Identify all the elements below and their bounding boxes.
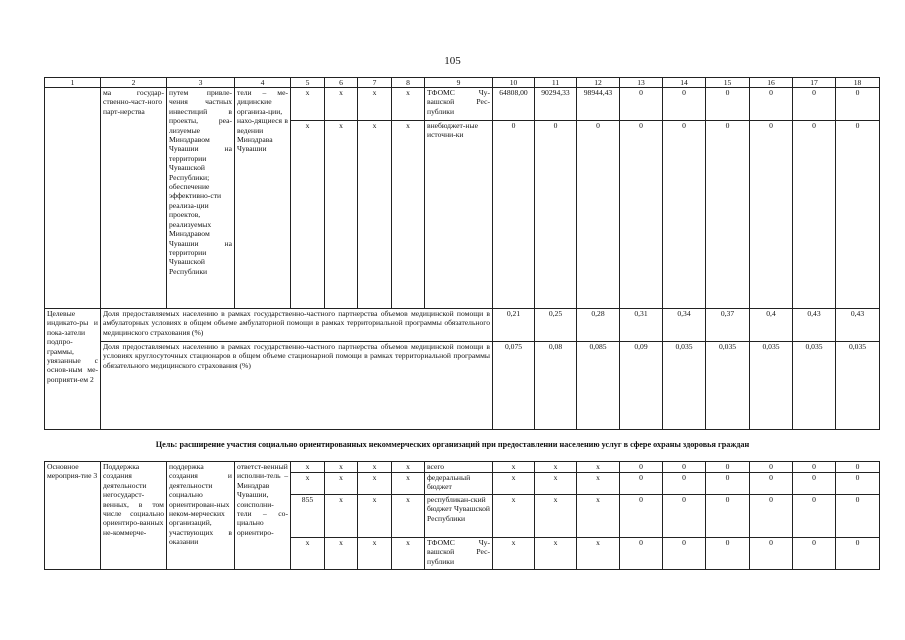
budget-code: x bbox=[392, 121, 425, 309]
col-header: 14 bbox=[663, 78, 706, 88]
budget-code: x bbox=[291, 462, 325, 473]
value-cell: 0 bbox=[836, 88, 880, 121]
value-cell: 0,09 bbox=[620, 342, 663, 430]
value-cell: 0 bbox=[620, 473, 663, 495]
value-cell: x bbox=[535, 473, 577, 495]
value-cell: 64808,00 bbox=[493, 88, 535, 121]
budget-code: x bbox=[325, 495, 358, 538]
value-cell: 0 bbox=[836, 538, 880, 570]
value-cell: 0,035 bbox=[706, 342, 750, 430]
value-cell: x bbox=[493, 473, 535, 495]
budget-code: x bbox=[325, 462, 358, 473]
value-cell: x bbox=[577, 462, 620, 473]
value-cell: 0,28 bbox=[577, 309, 620, 342]
value-cell: 0,25 bbox=[535, 309, 577, 342]
value-cell: x bbox=[577, 495, 620, 538]
value-cell: x bbox=[535, 462, 577, 473]
value-cell: 0 bbox=[836, 473, 880, 495]
funding-source: внебюджет-ные источни-ки bbox=[425, 121, 493, 309]
value-cell: 0,4 bbox=[750, 309, 793, 342]
budget-code: x bbox=[325, 121, 358, 309]
value-cell: x bbox=[535, 538, 577, 570]
funding-source: республикан-ский бюджет Чувашской Республики bbox=[425, 495, 493, 538]
value-cell: 0 bbox=[836, 121, 880, 309]
value-cell: 0,035 bbox=[750, 342, 793, 430]
goal-heading: Цель: расширение участия социально ориентированных некоммерческих организаций при предоставлении населению услуг в сфере охраны здоровья граждан bbox=[155, 440, 750, 449]
col-header: 9 bbox=[425, 78, 493, 88]
value-cell: 0 bbox=[663, 462, 706, 473]
col-header: 7 bbox=[358, 78, 392, 88]
value-cell: 0 bbox=[793, 88, 836, 121]
value-cell: 0 bbox=[793, 121, 836, 309]
funding-source: ТФОМС Чу-вашской Рес-публики bbox=[425, 538, 493, 570]
budget-code: x bbox=[325, 473, 358, 495]
value-cell: 0 bbox=[663, 538, 706, 570]
indicator-text: Доля предоставляемых населению в рамках государственно-частного партнерства объемов медицинской помощи в условиях круглосуточных стационаров в общем объеме стационарной помощи в рамках территориальной программы обязательного медицинского страхования (%) bbox=[101, 342, 493, 430]
measure-name: Поддержка создания деятельности негосударст-венных, в том числе социально ориентиро-ванных не-коммерче- bbox=[101, 462, 167, 570]
value-cell: 0,075 bbox=[493, 342, 535, 430]
value-cell: 0,43 bbox=[836, 309, 880, 342]
value-cell: 0 bbox=[493, 121, 535, 309]
value-cell: 0 bbox=[706, 473, 750, 495]
value-cell: 0 bbox=[750, 88, 793, 121]
col-header: 3 bbox=[167, 78, 235, 88]
section-label bbox=[45, 88, 101, 309]
budget-code: x bbox=[358, 121, 392, 309]
value-cell: 0 bbox=[577, 121, 620, 309]
budget-code: x bbox=[325, 88, 358, 121]
funding-source: ТФОМС Чу-вашской Рес-публики bbox=[425, 88, 493, 121]
value-cell: 0,37 bbox=[706, 309, 750, 342]
budget-code: x bbox=[392, 538, 425, 570]
col-header: 17 bbox=[793, 78, 836, 88]
col-header: 2 bbox=[101, 78, 167, 88]
value-cell: 0 bbox=[836, 495, 880, 538]
measure-description: поддержка создания и деятельности социально ориентирован-ных неком-мерческих организаций, участвующих в оказании bbox=[167, 462, 235, 570]
value-cell: 0 bbox=[706, 462, 750, 473]
indicator-text: Доля предоставляемых населению в рамках государственно-частного партнерства объемов медицинской помощи в амбулаторных условиях в общем объеме амбулаторной помощи в рамках территориальной программы обязательного медицинского страхования (%) bbox=[101, 309, 493, 342]
table-row bbox=[45, 88, 880, 121]
budget-code: x bbox=[291, 121, 325, 309]
budget-code: x bbox=[392, 462, 425, 473]
value-cell: 0 bbox=[750, 121, 793, 309]
budget-code: x bbox=[358, 495, 392, 538]
value-cell: 0 bbox=[620, 538, 663, 570]
value-cell: 0 bbox=[706, 538, 750, 570]
value-cell: 0 bbox=[706, 88, 750, 121]
value-cell: 0 bbox=[535, 121, 577, 309]
program-table-lower bbox=[44, 461, 880, 570]
budget-code: x bbox=[358, 473, 392, 495]
col-header: 13 bbox=[620, 78, 663, 88]
value-cell: 0 bbox=[706, 495, 750, 538]
funding-source: федеральный бюджет bbox=[425, 473, 493, 495]
indicators-label: Целевые индикато-ры и пока-затели подпро-граммы, увязанные с основ-ным ме-роприяти-ем 2 bbox=[45, 309, 101, 430]
value-cell: 0,035 bbox=[663, 342, 706, 430]
executors: тели – ме-дицинские организа-ции, нахо-дящиеся в ведении Минздрава Чувашии bbox=[235, 88, 291, 309]
value-cell: 0,085 bbox=[577, 342, 620, 430]
budget-code: x bbox=[392, 495, 425, 538]
value-cell: 0,035 bbox=[836, 342, 880, 430]
value-cell: 0 bbox=[663, 88, 706, 121]
col-header: 5 bbox=[291, 78, 325, 88]
budget-code: x bbox=[358, 88, 392, 121]
value-cell: 0 bbox=[750, 462, 793, 473]
budget-code: x bbox=[325, 538, 358, 570]
value-cell: 0 bbox=[663, 495, 706, 538]
col-header: 18 bbox=[836, 78, 880, 88]
value-cell: x bbox=[493, 462, 535, 473]
value-cell: 90294,33 bbox=[535, 88, 577, 121]
col-header: 15 bbox=[706, 78, 750, 88]
measure-description: путем привле-чения частных инвестиций в проекты, реа-лизуемые Минздравом Чувашии на территории Чувашской Республики; обеспечение эффективно-сти реализа-ции проектов, реализуемых Минздравом Чувашии на территории Чувашской Республики bbox=[167, 88, 235, 309]
value-cell: 0 bbox=[620, 495, 663, 538]
col-header: 11 bbox=[535, 78, 577, 88]
value-cell: 0,31 bbox=[620, 309, 663, 342]
value-cell: 0 bbox=[750, 473, 793, 495]
value-cell: 0 bbox=[663, 121, 706, 309]
table-row bbox=[45, 462, 880, 473]
value-cell: x bbox=[493, 495, 535, 538]
value-cell: 0,08 bbox=[535, 342, 577, 430]
indicator-row bbox=[45, 342, 880, 430]
col-header: 4 bbox=[235, 78, 291, 88]
value-cell: 0 bbox=[793, 462, 836, 473]
value-cell: 0 bbox=[750, 495, 793, 538]
value-cell: 0 bbox=[620, 88, 663, 121]
value-cell: 0 bbox=[793, 495, 836, 538]
col-header: 8 bbox=[392, 78, 425, 88]
value-cell: x bbox=[577, 538, 620, 570]
value-cell: 0 bbox=[663, 473, 706, 495]
value-cell: 0 bbox=[836, 462, 880, 473]
value-cell: 0 bbox=[793, 538, 836, 570]
value-cell: 0,34 bbox=[663, 309, 706, 342]
value-cell: 0,035 bbox=[793, 342, 836, 430]
value-cell: 0 bbox=[750, 538, 793, 570]
budget-code: 855 bbox=[291, 495, 325, 538]
executors: ответст-венный исполни-тель – Минздрав Чувашии, соисполни-тели – со-циально ориентиро- bbox=[235, 462, 291, 570]
budget-code: x bbox=[291, 538, 325, 570]
value-cell: 0 bbox=[793, 473, 836, 495]
col-header: 16 bbox=[750, 78, 793, 88]
measure-name: ма государ-ственно-част-ного парт-нерства bbox=[101, 88, 167, 309]
value-cell: 0 bbox=[620, 121, 663, 309]
budget-code: x bbox=[358, 462, 392, 473]
page-number: 105 bbox=[444, 55, 461, 67]
col-header: 6 bbox=[325, 78, 358, 88]
budget-code: x bbox=[392, 88, 425, 121]
value-cell: 0 bbox=[620, 462, 663, 473]
value-cell: 98944,43 bbox=[577, 88, 620, 121]
funding-source: всего bbox=[425, 462, 493, 473]
program-table-upper bbox=[44, 77, 880, 430]
measure-label: Основное мероприя-тие 3 bbox=[45, 462, 101, 570]
value-cell: 0,21 bbox=[493, 309, 535, 342]
value-cell: x bbox=[535, 495, 577, 538]
value-cell: x bbox=[577, 473, 620, 495]
value-cell: 0,43 bbox=[793, 309, 836, 342]
value-cell: 0 bbox=[706, 121, 750, 309]
budget-code: x bbox=[392, 473, 425, 495]
col-header: 10 bbox=[493, 78, 535, 88]
budget-code: x bbox=[291, 473, 325, 495]
indicator-row bbox=[45, 309, 880, 342]
col-header: 12 bbox=[577, 78, 620, 88]
budget-code: x bbox=[291, 88, 325, 121]
value-cell: x bbox=[493, 538, 535, 570]
column-number-row bbox=[45, 78, 880, 88]
budget-code: x bbox=[358, 538, 392, 570]
col-header: 1 bbox=[45, 78, 101, 88]
